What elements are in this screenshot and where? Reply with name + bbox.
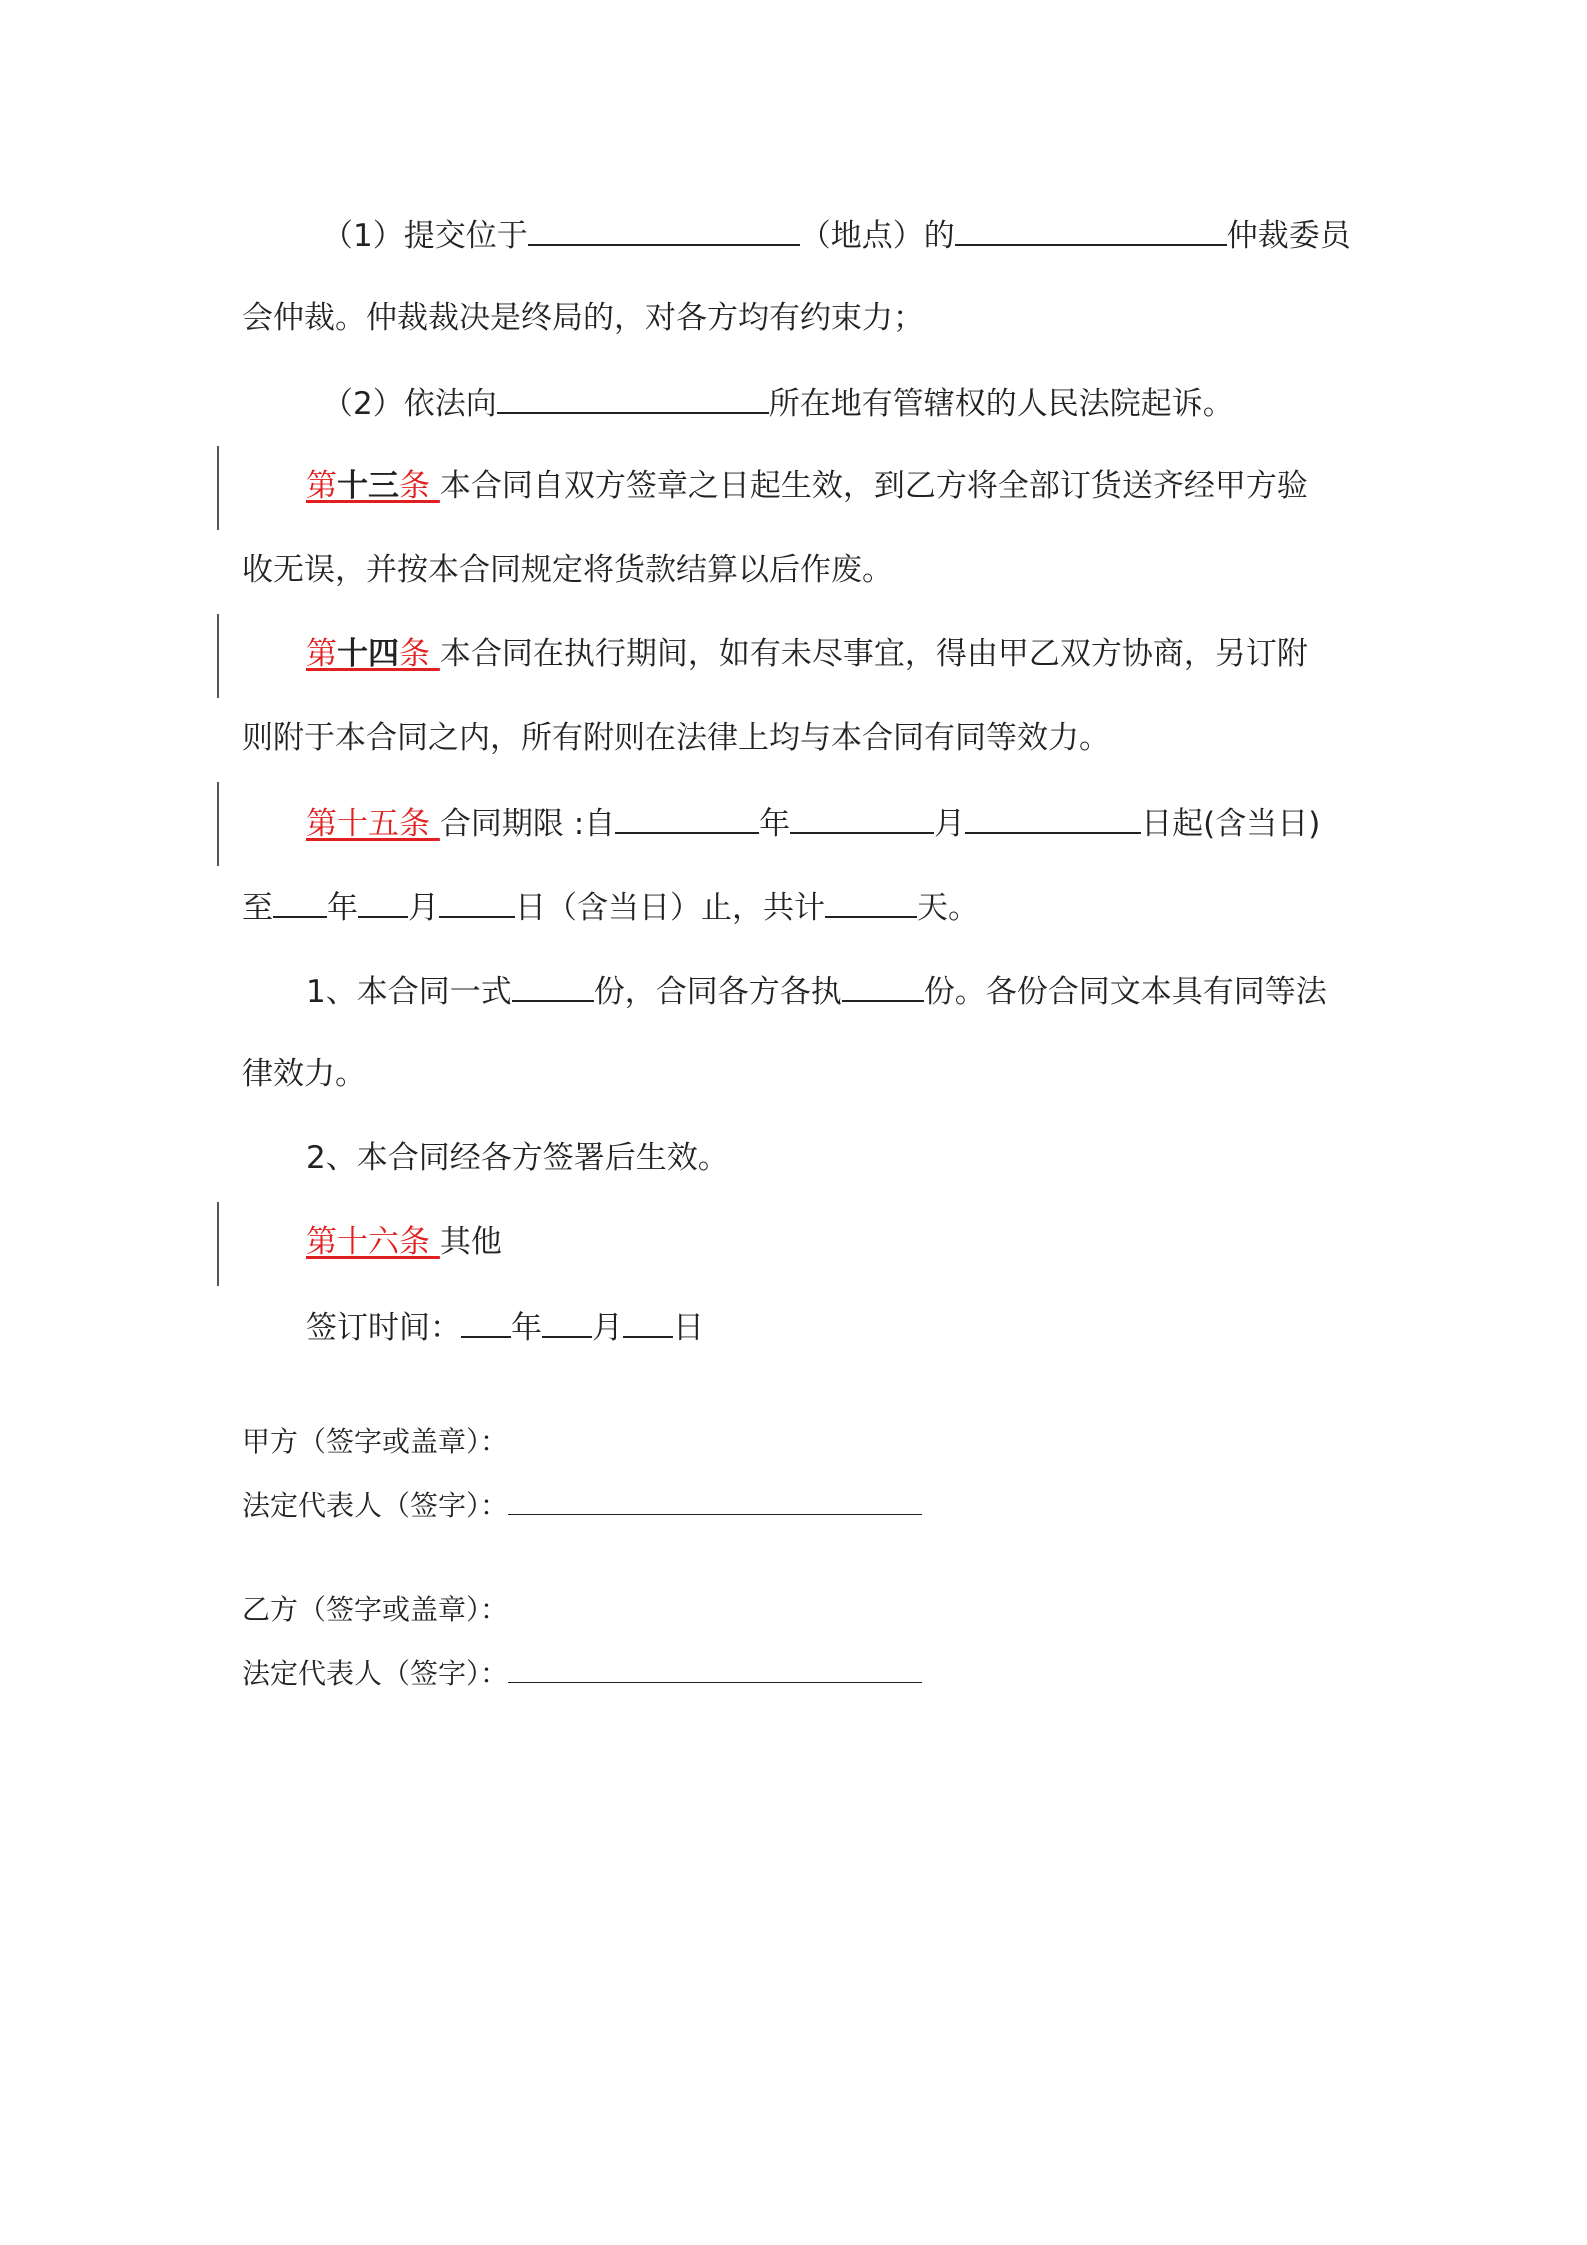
text: 仲裁委员 — [1226, 218, 1351, 254]
text: 法定代表人（签字）： — [242, 1657, 509, 1690]
text: 月 — [934, 806, 966, 842]
blank-field — [439, 886, 515, 918]
text: 本合同在执行期间，如有未尽事宜，得由甲乙双方协商，另订附 — [439, 636, 1308, 672]
text: 签订时间： — [306, 1310, 461, 1346]
arbitration-item-2 — [322, 382, 1234, 424]
text: 十四 — [337, 636, 399, 672]
text: 月 — [408, 890, 439, 926]
article-14 — [306, 634, 1308, 674]
text: 年 — [511, 1310, 542, 1346]
article-16 — [306, 1222, 502, 1262]
text: （2）依法向 — [322, 386, 497, 422]
signature-line — [508, 1486, 922, 1515]
text: 份，合同各方各执 — [593, 974, 842, 1010]
text: 条 — [399, 636, 430, 672]
text: 日起(含当日) — [1141, 806, 1321, 842]
revision-bar — [217, 782, 219, 866]
blank-field — [542, 1306, 592, 1338]
signature-line — [508, 1654, 922, 1683]
text: 日（含当日）止，共计 — [515, 890, 825, 926]
text: 份。各份合同文本具有同等法 — [923, 974, 1327, 1010]
article-15 — [306, 802, 1320, 844]
article-15-clause-1-cont: 律效力。 — [242, 1056, 366, 1092]
text: 月 — [592, 1310, 623, 1346]
article-13 — [306, 466, 1308, 506]
text: 年 — [759, 806, 791, 842]
party-b-representative — [242, 1654, 922, 1692]
party-a-seal: 甲方（签字或盖章）： — [242, 1425, 509, 1458]
signing-date — [306, 1306, 704, 1348]
text: 日 — [673, 1310, 704, 1346]
article-15-clause-1 — [306, 970, 1327, 1012]
text: 至 — [242, 890, 273, 926]
blank-field — [790, 802, 934, 834]
arbitration-item-1-cont: 会仲裁。仲裁裁决是终局的，对各方均有约束力； — [242, 300, 924, 336]
revision-bar — [217, 446, 219, 530]
text: 所在地有管辖权的人民法院起诉。 — [768, 386, 1234, 422]
text: 第十六条 — [306, 1224, 430, 1260]
text: 合同期限 :自 — [439, 806, 616, 842]
revision-bar — [217, 1202, 219, 1286]
blank-field — [955, 214, 1227, 246]
text: 十三 — [337, 468, 399, 504]
blank-field — [825, 886, 917, 918]
text: 第 — [306, 468, 337, 504]
text: 1、本合同一式 — [306, 974, 512, 1010]
text: 第 — [306, 636, 337, 672]
article-15-line2 — [242, 886, 979, 928]
text: 第十五条 — [306, 806, 430, 842]
article-15-clause-2: 2、本合同经各方签署后生效。 — [306, 1140, 729, 1176]
blank-field — [497, 382, 769, 414]
text: 年 — [327, 890, 358, 926]
blank-field — [461, 1306, 511, 1338]
blank-field — [623, 1306, 673, 1338]
text: 法定代表人（签字）： — [242, 1489, 509, 1522]
blank-field — [965, 802, 1141, 834]
article-14-number — [306, 636, 440, 672]
article-15-number — [306, 806, 440, 842]
party-a-representative — [242, 1486, 922, 1524]
blank-field — [273, 886, 327, 918]
revision-bar — [217, 614, 219, 698]
party-b-seal: 乙方（签字或盖章）： — [242, 1593, 509, 1626]
blank-field — [842, 970, 924, 1002]
text: （地点）的 — [799, 218, 955, 254]
article-13-number — [306, 468, 440, 504]
text: （1）提交位于 — [322, 218, 528, 254]
article-14-cont: 则附于本合同之内，所有附则在法律上均与本合同有同等效力。 — [242, 720, 1110, 756]
text: 其他 — [439, 1224, 502, 1260]
text: 天。 — [917, 890, 979, 926]
article-13-cont: 收无误，并按本合同规定将货款结算以后作废。 — [242, 552, 893, 588]
text: 本合同自双方签章之日起生效，到乙方将全部订货送齐经甲方验 — [439, 468, 1308, 504]
blank-field — [528, 214, 800, 246]
article-16-number — [306, 1224, 440, 1260]
blank-field — [512, 970, 594, 1002]
arbitration-item-1 — [322, 214, 1351, 256]
blank-field — [615, 802, 759, 834]
blank-field — [358, 886, 408, 918]
text: 条 — [399, 468, 430, 504]
